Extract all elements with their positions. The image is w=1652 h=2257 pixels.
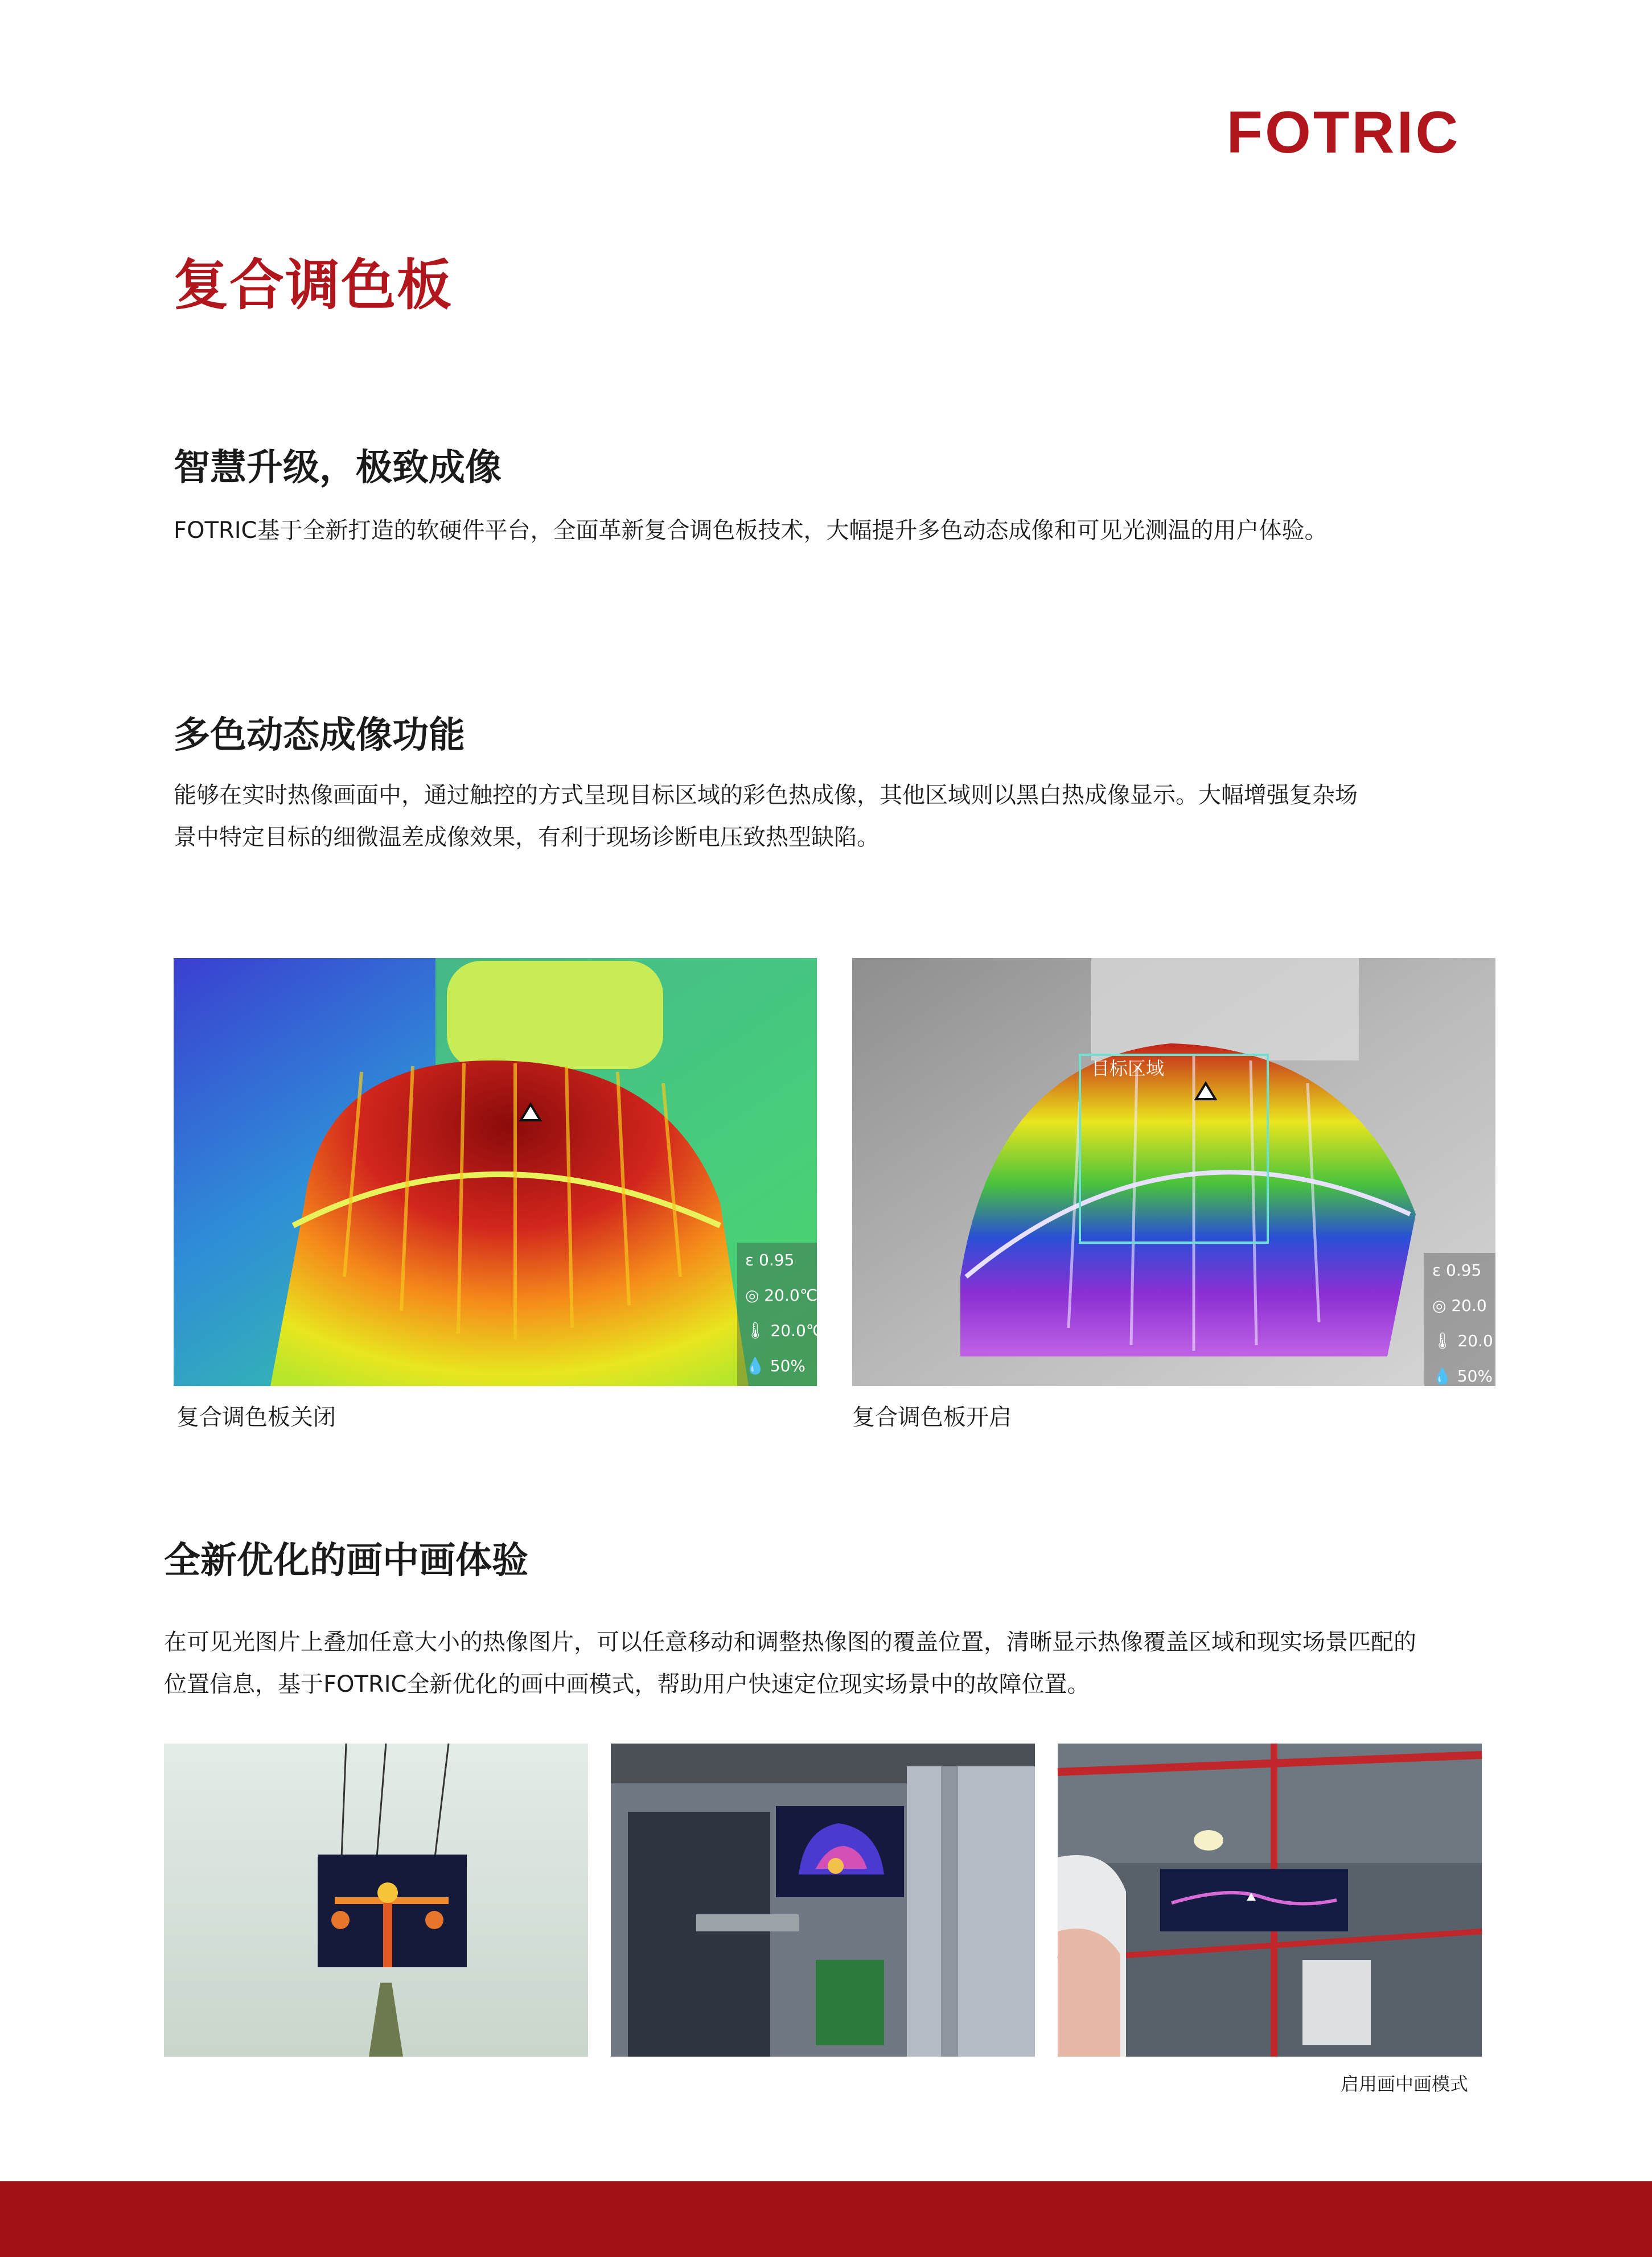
emissivity-readout: ε 0.95 (1432, 1261, 1482, 1280)
emissivity-icon: ε (745, 1251, 754, 1269)
page-title: 复合调色板 (174, 253, 453, 317)
readout-panel (1424, 1253, 1495, 1386)
thermometer-icon: 🌡 (745, 1321, 766, 1340)
thermal-image-palette-off (174, 958, 824, 1386)
pip-photo-electrical-panel (611, 1744, 1035, 2057)
humidity-icon: 💧 (1432, 1367, 1452, 1386)
reflected-temp-readout: ◎ 20.0 (1432, 1296, 1487, 1315)
section-body-dynamic-imaging-line2: 景中特定目标的细微温差成像效果，有利于现场诊断电压致热型缺陷。 (174, 824, 880, 850)
section-body-pip-line1: 在可见光图片上叠加任意大小的热像图片，可以任意移动和调整热像图的覆盖位置，清晰显示热像覆盖区域和现实场景匹配的 (164, 1629, 1416, 1655)
section-heading-picture-in-picture: 全新优化的画中画体验 (164, 1540, 528, 1582)
svg-text:FOTRIC: FOTRIC (1226, 100, 1461, 166)
humidity-icon: 💧 (745, 1356, 765, 1375)
section-heading-dynamic-imaging: 多色动态成像功能 (174, 714, 465, 757)
section-body-upgrade: FOTRIC基于全新打造的软硬件平台，全面革新复合调色板技术，大幅提升多色动态成像和可见光测温的用户体验。 (174, 517, 1328, 544)
section-body-dynamic-imaging-line1: 能够在实时热像画面中，通过触控的方式呈现目标区域的彩色热成像，其他区域则以黑白热成像显示。大幅增强复杂场 (174, 782, 1358, 808)
section-heading-upgrade: 智慧升级，极致成像 (174, 447, 502, 489)
ambient-temp-readout: 🌡 20.0 (1432, 1331, 1493, 1350)
reflected-temperature-icon: ◎ (1432, 1296, 1446, 1315)
emissivity-icon: ε (1432, 1261, 1441, 1280)
fotric-logo (1201, 102, 1486, 165)
thermometer-icon: 🌡 (1432, 1331, 1453, 1350)
caption-palette-on: 复合调色板开启 (852, 1404, 1012, 1430)
emissivity-readout: ε 0.95 (745, 1251, 795, 1269)
pip-photo-factory-ceiling (1058, 1744, 1482, 2057)
ambient-temp-readout: 🌡 20.0℃ (745, 1321, 824, 1340)
reflected-temp-readout: ◎ 20.0℃ (745, 1286, 818, 1305)
footer-bar (0, 2181, 1652, 2257)
humidity-readout: 💧 50% (1432, 1367, 1493, 1386)
reflected-temperature-icon: ◎ (745, 1286, 759, 1305)
readout-panel (737, 1243, 824, 1386)
pip-photo-power-line (164, 1744, 588, 2057)
section-body-pip-line2: 位置信息，基于FOTRIC全新优化的画中画模式，帮助用户快速定位现实场景中的故障位置。 (164, 1671, 1090, 1697)
caption-palette-off: 复合调色板关闭 (176, 1404, 336, 1430)
humidity-readout: 💧 50% (745, 1356, 806, 1375)
target-region-label: 目标区域 (1091, 1058, 1165, 1079)
thermal-image-palette-on (852, 958, 1495, 1386)
caption-pip-mode: 启用画中画模式 (1341, 2073, 1469, 2095)
